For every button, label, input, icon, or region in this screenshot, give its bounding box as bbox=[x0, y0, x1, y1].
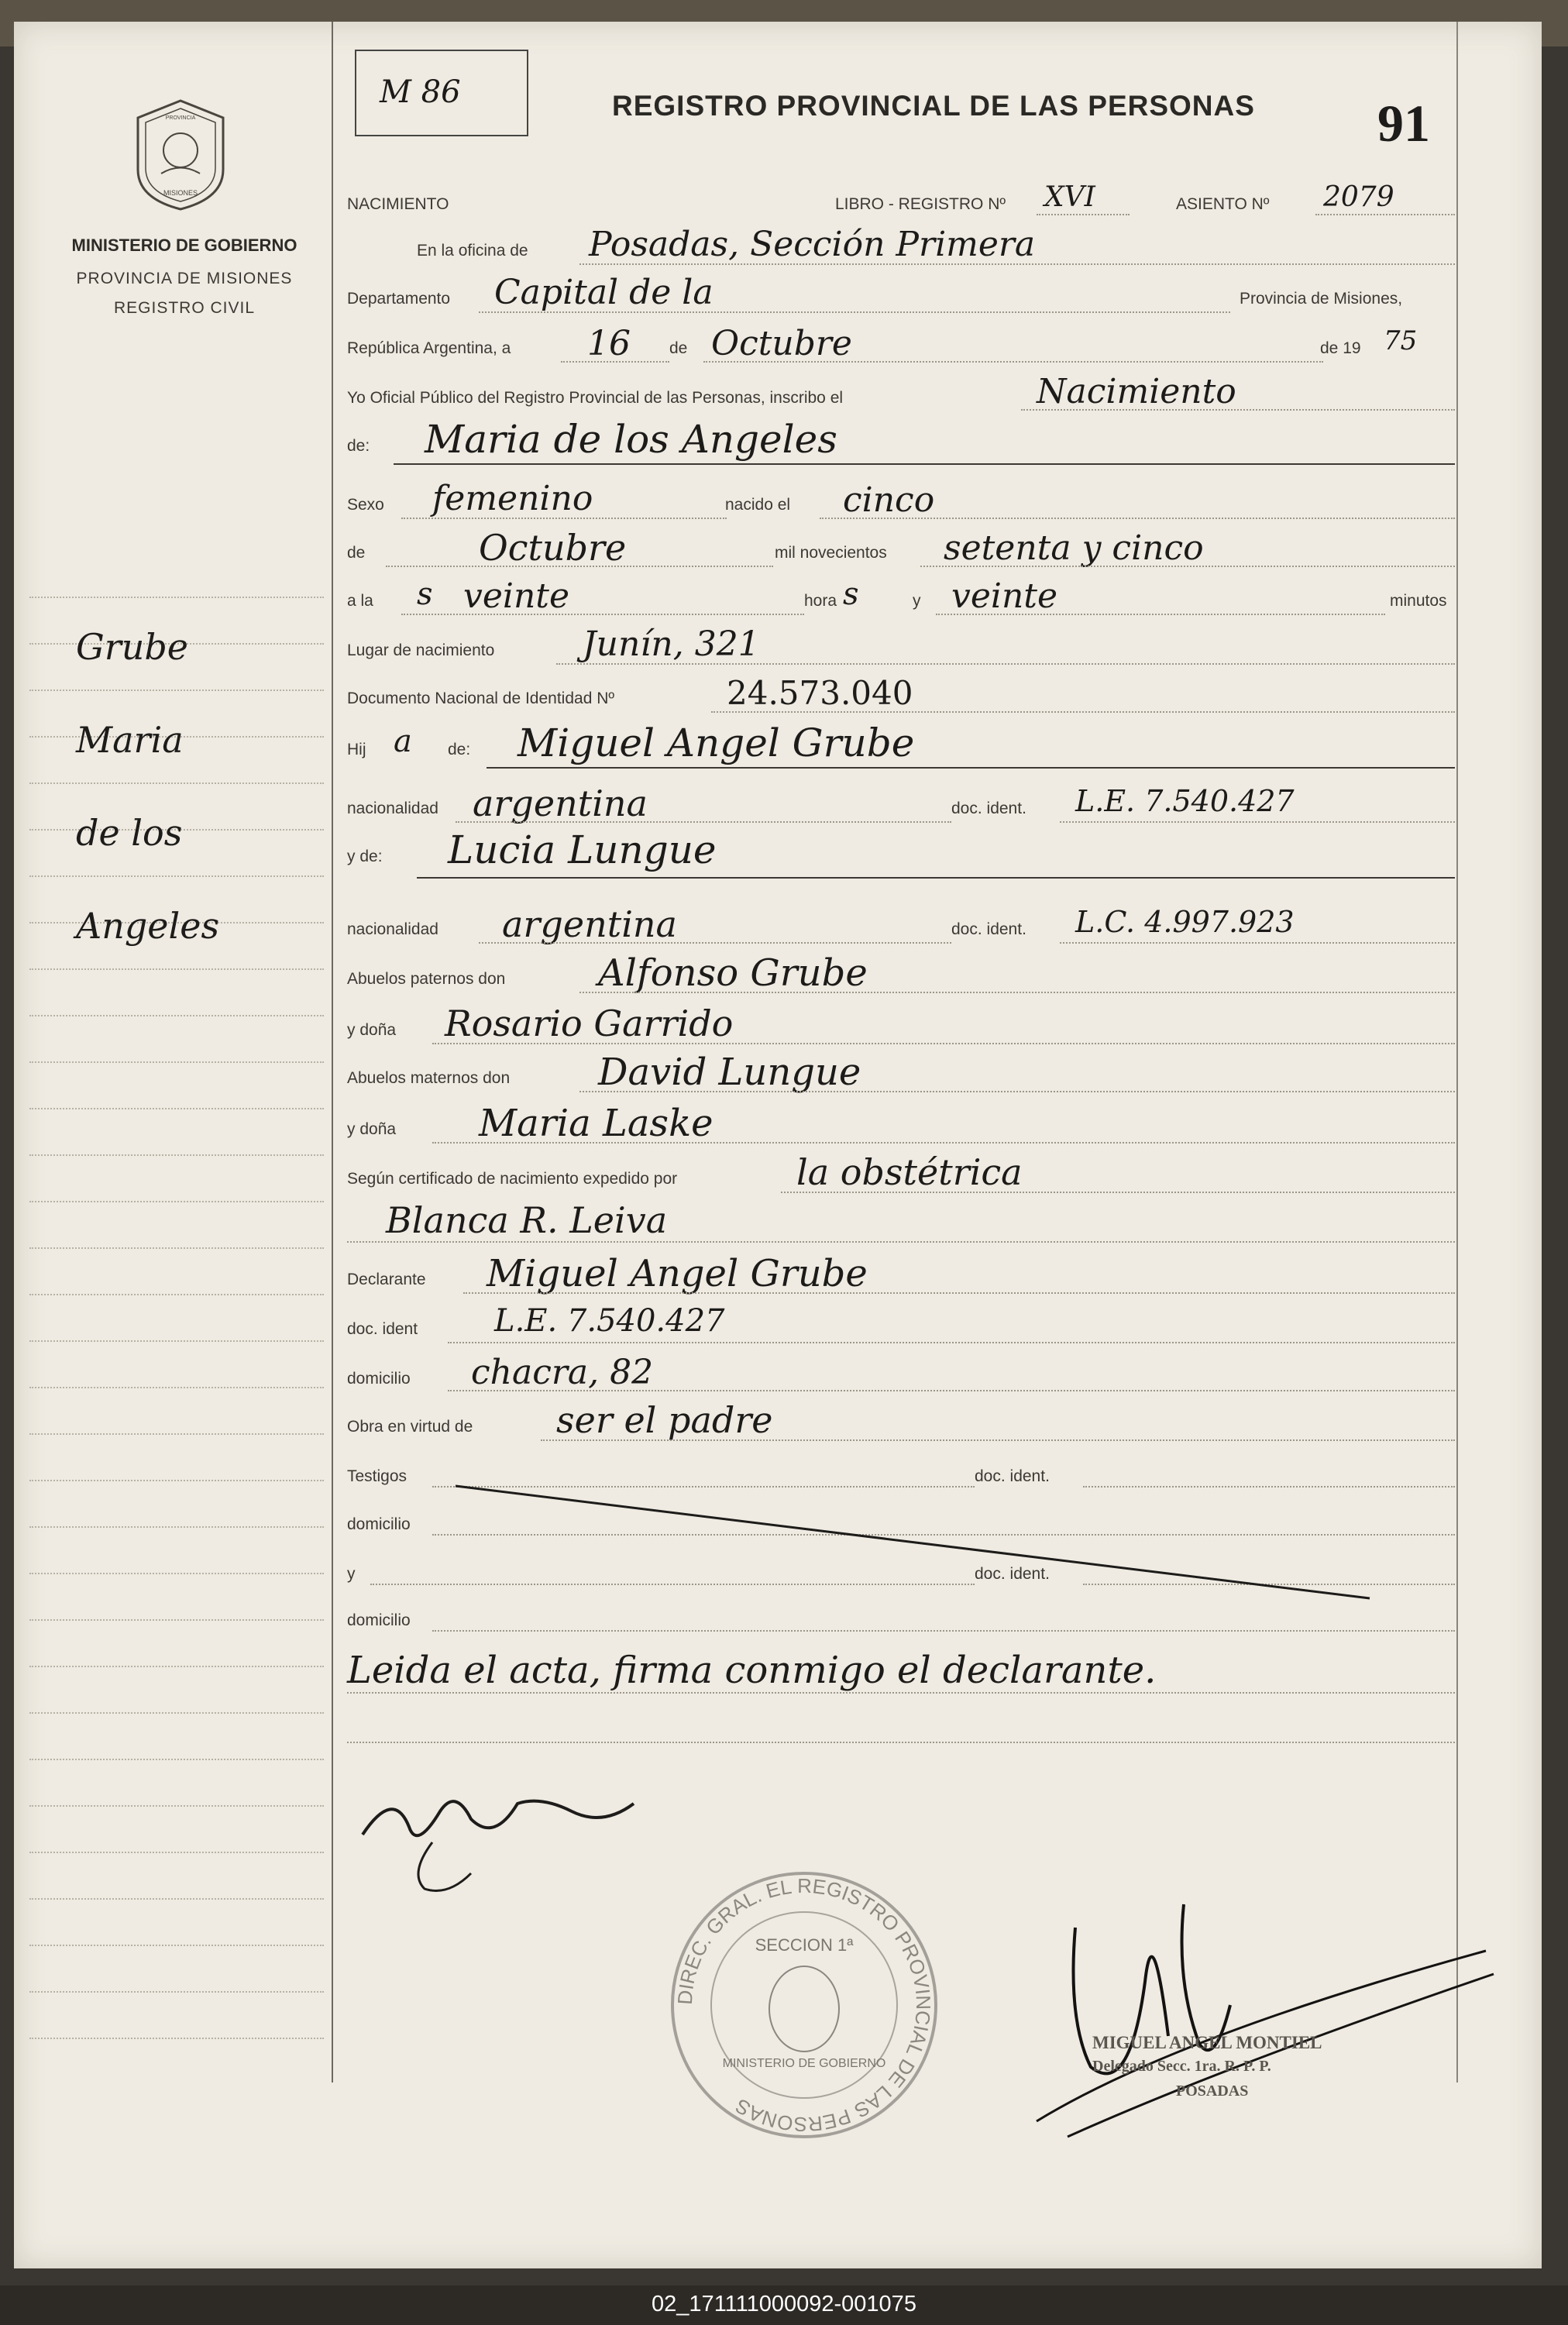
abuelos-paternos-rule bbox=[579, 992, 1455, 993]
docident-testigo2-label: doc. ident. bbox=[975, 1565, 1050, 1583]
corner-note-box bbox=[355, 50, 528, 136]
ministry-heading bbox=[68, 236, 301, 318]
obra-rule bbox=[541, 1439, 1455, 1441]
mes-nacimiento-value: Octubre bbox=[479, 527, 627, 569]
crest-text: MISIONES bbox=[163, 189, 198, 197]
abuelos-paternos-label: Abuelos paternos don bbox=[347, 970, 506, 988]
oficina-rule bbox=[579, 263, 1455, 265]
docident-madre-label: doc. ident. bbox=[951, 920, 1026, 938]
lugar-label: Lugar de nacimiento bbox=[347, 641, 495, 659]
declarante-rule bbox=[463, 1292, 1455, 1294]
docident-declarante-rule bbox=[448, 1342, 1455, 1343]
hora-prefix: s bbox=[417, 576, 433, 612]
register-page bbox=[14, 22, 1542, 2268]
sexo-label: Sexo bbox=[347, 496, 384, 514]
oficina-value: Posadas, Sección Primera bbox=[589, 225, 1036, 264]
officer-place: POSADAS bbox=[1176, 2083, 1249, 2100]
y-de-label: y de: bbox=[347, 848, 383, 865]
docident-madre-value: L.C. 4.997.923 bbox=[1075, 905, 1295, 939]
docident-padre-value: L.E. 7.540.427 bbox=[1075, 784, 1295, 818]
abuelos-maternos-value: David Lungue bbox=[598, 1051, 861, 1094]
domicilio-declarante-rule bbox=[448, 1390, 1455, 1391]
docident-padre-label: doc. ident. bbox=[951, 800, 1026, 817]
ministry-line-3: REGISTRO CIVIL bbox=[113, 299, 256, 317]
nacionalidad-madre-rule bbox=[479, 942, 951, 944]
ministry-line-2: PROVINCIA DE MISIONES bbox=[76, 270, 293, 287]
stamp-ring-text: DIREC. GRAL. EL REGISTRO PROVINCIAL DE LAS PERSONAS bbox=[672, 1873, 936, 2137]
minutos-value: veinte bbox=[951, 576, 1058, 616]
image-caption: 02_171111000092-001075 bbox=[652, 2292, 916, 2316]
de-nombre-label: de: bbox=[347, 437, 370, 455]
officer-signature bbox=[1021, 1866, 1501, 2144]
nacido-rule bbox=[820, 518, 1455, 519]
nacimiento-label: NACIMIENTO bbox=[347, 195, 449, 213]
leida-rule bbox=[347, 1692, 1455, 1694]
lugar-value: Junín, 321 bbox=[583, 624, 760, 664]
hij-suffix: a bbox=[394, 724, 412, 759]
corner-note: M 86 bbox=[380, 74, 461, 110]
image-caption-bar bbox=[0, 2285, 1568, 2325]
abuelos-maternos-rule bbox=[579, 1091, 1455, 1092]
a-la-label: a la bbox=[347, 592, 373, 610]
nacionalidad-padre-label: nacionalidad bbox=[347, 800, 438, 817]
minutos-rule bbox=[936, 614, 1385, 615]
official-stamp bbox=[665, 1866, 944, 2144]
docident-declarante-value: L.E. 7.540.427 bbox=[494, 1303, 725, 1339]
svg-text:DIREC. GRAL. EL REGISTRO PROVI bbox=[673, 1874, 935, 2136]
province-crest-icon bbox=[130, 96, 231, 212]
asiento-rule bbox=[1315, 214, 1455, 215]
blank-rule-1 bbox=[347, 1742, 1455, 1743]
nacionalidad-padre-value: argentina bbox=[473, 782, 648, 824]
dni-value: 24.573.040 bbox=[727, 674, 913, 712]
republica-label: República Argentina, a bbox=[347, 339, 511, 357]
oficina-label: En la oficina de bbox=[417, 242, 528, 260]
certificado-value: la obstétrica bbox=[796, 1151, 1023, 1193]
margin-surname: Grube bbox=[76, 626, 189, 668]
mes-value: Octubre bbox=[711, 324, 852, 363]
dia-rule bbox=[561, 361, 669, 363]
dia-value: 16 bbox=[587, 324, 631, 363]
register-title: REGISTRO PROVINCIAL DE LAS PERSONAS bbox=[612, 90, 1255, 122]
departamento-label: Departamento bbox=[347, 290, 451, 308]
lugar-rule bbox=[556, 663, 1455, 665]
right-border bbox=[1456, 22, 1458, 2083]
horas-rule bbox=[401, 614, 804, 615]
domicilio-testigo1-label: domicilio bbox=[347, 1515, 411, 1533]
testigos-label: Testigos bbox=[347, 1467, 407, 1485]
provincia-label: Provincia de Misiones, bbox=[1240, 290, 1403, 308]
docident-madre-rule bbox=[1060, 942, 1455, 944]
certificado-value-2: Blanca R. Leiva bbox=[386, 1199, 668, 1241]
stamp-inner-bottom: MINISTERIO DE GOBIERNO bbox=[722, 2057, 886, 2070]
abuela-materna-value: Maria Laske bbox=[479, 1102, 714, 1145]
stamp-inner-text: SECCION 1ª bbox=[755, 1935, 854, 1955]
anio-value: 75 bbox=[1384, 325, 1418, 356]
dni-label: Documento Nacional de Identidad Nº bbox=[347, 690, 615, 707]
margin-given-3: Angeles bbox=[76, 905, 220, 947]
certificado-rule bbox=[781, 1192, 1455, 1193]
anio-label: de 19 bbox=[1320, 339, 1361, 357]
nombre-value: Maria de los Angeles bbox=[425, 417, 837, 462]
domicilio-declarante-label: domicilio bbox=[347, 1370, 411, 1388]
nacionalidad-padre-rule bbox=[456, 821, 951, 823]
libro-rule bbox=[1037, 214, 1130, 215]
padre-value: Miguel Angel Grube bbox=[518, 721, 915, 765]
minutos-label: minutos bbox=[1390, 592, 1447, 610]
domicilio-testigo2-rule bbox=[432, 1630, 1455, 1632]
testigos-cancel-stroke bbox=[448, 1470, 1377, 1610]
mes-rule bbox=[703, 361, 1323, 363]
padre-rule bbox=[487, 767, 1455, 769]
abuela-paterna-value: Rosario Garrido bbox=[445, 1003, 734, 1044]
anio-nacimiento-value: setenta y cinco bbox=[944, 528, 1204, 568]
asiento-value: 2079 bbox=[1323, 181, 1394, 213]
domicilio-testigo2-label: domicilio bbox=[347, 1611, 411, 1629]
leida-value: Leida el acta, firma conmigo el declarante. bbox=[347, 1649, 1157, 1692]
crest-top-text: PROVINCIA bbox=[165, 115, 196, 121]
de-mes-label: de bbox=[347, 544, 366, 562]
de-label: de bbox=[669, 339, 688, 357]
yo-oficial-label: Yo Oficial Público del Registro Provincial de las Personas, inscribo el bbox=[347, 389, 844, 407]
mil-novecientos-label: mil novecientos bbox=[775, 544, 887, 562]
madre-rule bbox=[417, 877, 1455, 879]
mes-nacimiento-rule bbox=[386, 566, 773, 567]
abuelos-paternos-value: Alfonso Grube bbox=[598, 951, 868, 995]
certificado-rule-2 bbox=[347, 1241, 1455, 1243]
officer-role: Delegado Secc. 1ra. R. P. P. bbox=[1092, 2058, 1271, 2075]
inscribo-rule bbox=[1021, 409, 1455, 411]
nacionalidad-madre-value: argentina bbox=[502, 903, 677, 945]
hij-label: Hij bbox=[347, 741, 366, 758]
y-testigo-label: y bbox=[347, 1565, 356, 1583]
asiento-label: ASIENTO Nº bbox=[1176, 195, 1270, 213]
nacido-label: nacido el bbox=[725, 496, 791, 514]
docident-testigo1-label: doc. ident. bbox=[975, 1467, 1050, 1485]
declarant-signature bbox=[339, 1780, 680, 1904]
sexo-rule bbox=[401, 518, 727, 519]
certificado-label: Según certificado de nacimiento expedido por bbox=[347, 1170, 678, 1188]
page-number: 91 bbox=[1377, 94, 1430, 153]
margin-given-1: Maria bbox=[76, 719, 184, 761]
domicilio-declarante-value: chacra, 82 bbox=[471, 1353, 654, 1392]
abuela-paterna-rule bbox=[432, 1043, 1455, 1044]
horas-value: veinte bbox=[463, 576, 570, 616]
nombre-rule bbox=[394, 463, 1455, 465]
abuelos-maternos-label: Abuelos maternos don bbox=[347, 1069, 511, 1087]
declarante-value: Miguel Angel Grube bbox=[487, 1252, 868, 1295]
docident-declarante-label: doc. ident bbox=[347, 1320, 418, 1338]
horas-suffix: s bbox=[843, 576, 859, 612]
anio-nacimiento-rule bbox=[920, 566, 1455, 567]
nacido-value: cinco bbox=[843, 480, 935, 520]
madre-value: Lucia Lungue bbox=[448, 827, 717, 872]
obra-value: ser el padre bbox=[556, 1399, 773, 1441]
officer-name: MIGUEL ANGEL MONTIEL bbox=[1092, 2033, 1322, 2052]
ministry-line-1: MINISTERIO DE GOBIERNO bbox=[71, 236, 297, 255]
margin-given-2: de los bbox=[76, 812, 183, 854]
inscribo-value: Nacimiento bbox=[1037, 372, 1236, 411]
abuela-materna-rule bbox=[432, 1142, 1455, 1144]
libro-value: XVI bbox=[1044, 181, 1095, 213]
y-dona-paterna-label: y doña bbox=[347, 1021, 397, 1039]
margin-divider bbox=[332, 22, 333, 2083]
hij-de-label: de: bbox=[448, 741, 471, 758]
nacionalidad-madre-label: nacionalidad bbox=[347, 920, 438, 938]
sexo-value: femenino bbox=[432, 479, 593, 518]
dni-rule bbox=[711, 711, 1455, 713]
horas-label: hora bbox=[804, 592, 837, 610]
declarante-label: Declarante bbox=[347, 1271, 426, 1288]
y-label: y bbox=[913, 592, 921, 610]
departamento-value: Capital de la bbox=[494, 273, 714, 312]
docident-padre-rule bbox=[1060, 821, 1455, 823]
departamento-rule bbox=[479, 311, 1230, 313]
obra-label: Obra en virtud de bbox=[347, 1418, 473, 1436]
y-dona-materna-label: y doña bbox=[347, 1120, 397, 1138]
libro-label: LIBRO - REGISTRO Nº bbox=[835, 195, 1006, 213]
